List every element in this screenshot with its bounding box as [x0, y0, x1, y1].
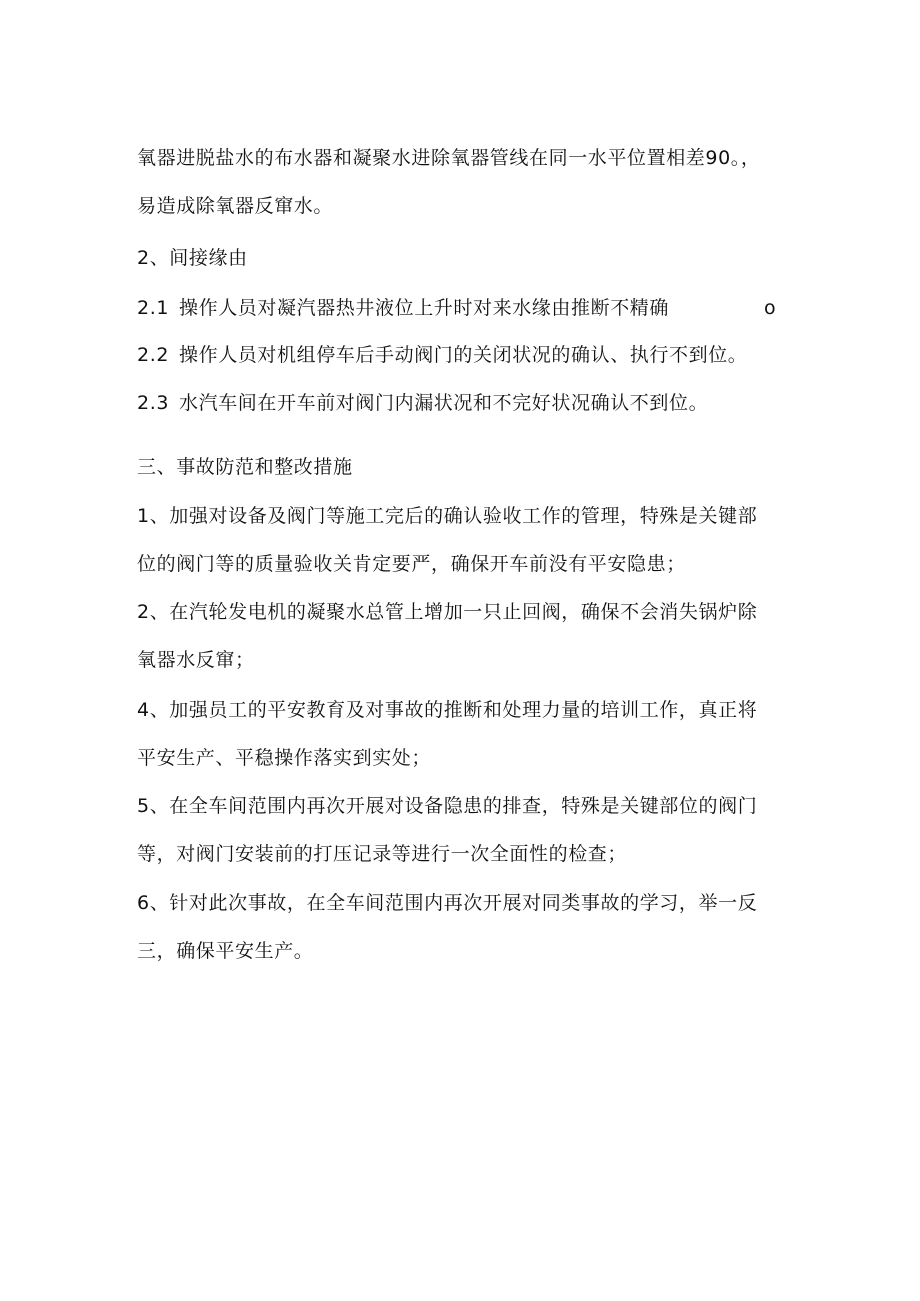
paragraph-line: 氧器水反窜；: [137, 649, 255, 671]
paragraph-line: 2、在汽轮发电机的凝聚水总管上增加一只止回阀，确保不会消失锅炉除: [137, 601, 758, 623]
item-text: 操作人员对机组停车后手动阀门的关闭状况的确认、执行不到位。: [179, 344, 748, 366]
paragraph-line: 氧器进脱盐水的布水器和凝聚水进除氧器管线在同一水平位置相差90。，: [137, 147, 761, 169]
list-item: [137, 343, 747, 367]
item-number: 2.3: [137, 392, 170, 414]
paragraph-line: 6、针对此次事故，在全车间范围内再次开展对同类事故的学习，举一反: [137, 892, 758, 914]
paragraph-line: 位的阀门等的质量验收关肯定要严，确保开车前没有平安隐患；: [137, 553, 686, 575]
paragraph-line: 1、加强对设备及阀门等施工完后的确认验收工作的管理，特殊是关键部: [137, 505, 758, 527]
trailing-mark: o: [764, 297, 776, 319]
list-item: [137, 391, 708, 415]
item-text: 操作人员对凝汽器热井液位上升时对来水缘由推断不精确: [179, 297, 670, 319]
item-number: 2.1: [137, 297, 170, 319]
item-number: 2.2: [137, 344, 170, 366]
section-heading: 三、事故防范和整改措施: [137, 456, 353, 478]
paragraph-line: 三，确保平安生产。: [137, 940, 314, 962]
paragraph-line: 易造成除氧器反窜水。: [137, 195, 334, 217]
list-item: [137, 296, 669, 320]
paragraph-line: 平安生产、平稳操作落实到实处；: [137, 747, 432, 769]
section-heading: 2、间接缘由: [137, 247, 248, 269]
paragraph-line: 4、加强员工的平安教育及对事故的推断和处理力量的培训工作，真正将: [137, 699, 758, 721]
paragraph-line: 等，对阀门安装前的打压记录等进行一次全面性的检查；: [137, 843, 628, 865]
paragraph-line: 5、在全车间范围内再次开展对设备隐患的排查，特殊是关键部位的阀门: [137, 795, 758, 817]
item-text: 水汽车间在开车前对阀门内漏状况和不完好状况确认不到位。: [179, 392, 709, 414]
